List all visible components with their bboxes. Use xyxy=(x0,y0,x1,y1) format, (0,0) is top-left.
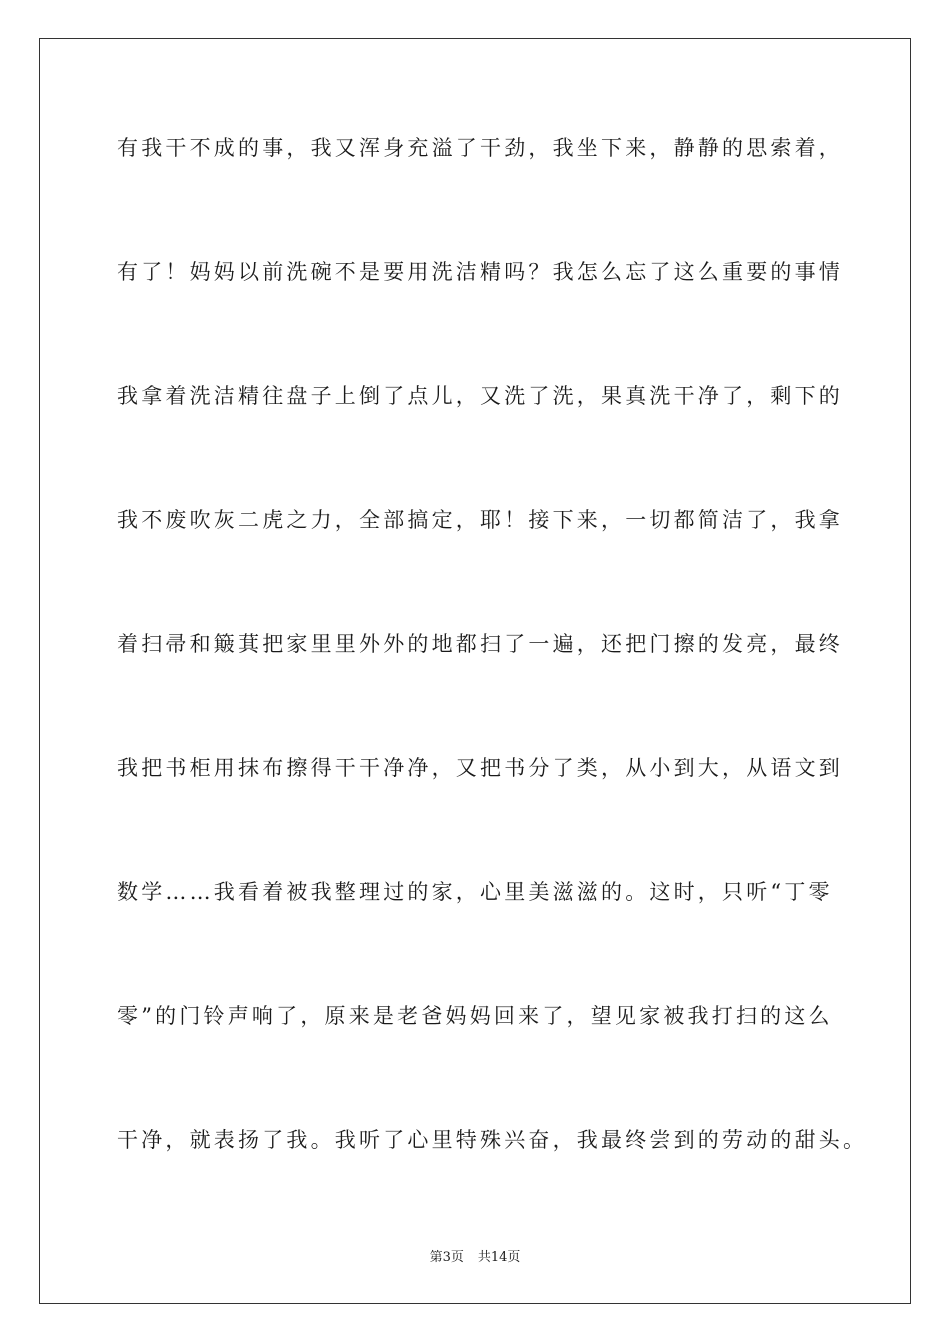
text-line: 数学……我看着被我整理过的家，心里美滋滋的。这时，只听“丁零 xyxy=(117,880,833,904)
text-line: 着扫帚和簸萁把家里里外外的地都扫了一遍，还把门擦的发亮，最终 xyxy=(117,632,843,656)
text-line: 干净，就表扬了我。我听了心里特殊兴奋，我最终尝到的劳动的甜头。 xyxy=(117,1128,868,1152)
text-line: 有我干不成的事，我又浑身充溢了干劲，我坐下来，静静的思索着， xyxy=(117,136,843,160)
text-line: 我拿着洗洁精往盘子上倒了点儿，又洗了洗，果真洗干净了，剩下的 xyxy=(117,384,843,408)
page-number: 第3页 xyxy=(429,1250,464,1265)
text-line: 有了！妈妈以前洗碗不是要用洗洁精吗？我怎么忘了这么重要的事情 xyxy=(117,260,843,284)
text-line: 我把书柜用抹布擦得干干净净，又把书分了类，从小到大，从语文到 xyxy=(117,756,843,780)
body-text xyxy=(117,128,868,1244)
text-line: 我不废吹灰二虎之力，全部搞定，耶！接下来，一切都简洁了，我拿 xyxy=(117,508,843,532)
page-footer xyxy=(0,1249,950,1267)
text-line: 零”的门铃声响了，原来是老爸妈妈回来了，望见家被我打扫的这么 xyxy=(117,1004,833,1028)
page-total: 共14页 xyxy=(477,1250,521,1265)
